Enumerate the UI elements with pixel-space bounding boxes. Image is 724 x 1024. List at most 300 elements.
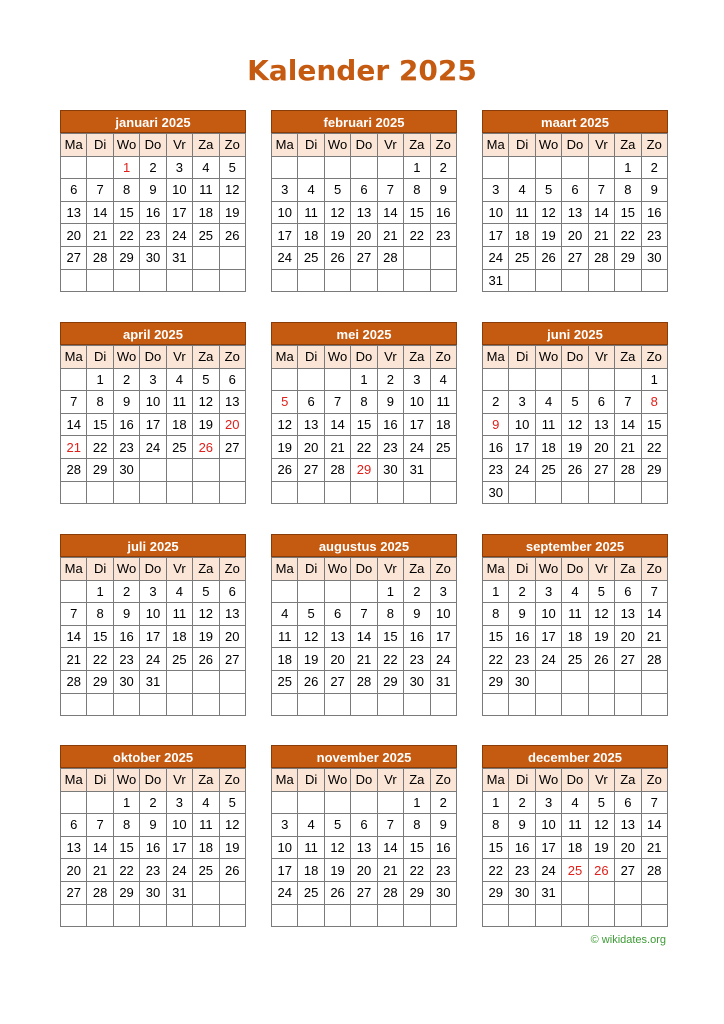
empty-cell [377, 269, 403, 292]
day-cell: 7 [641, 791, 667, 814]
day-cell: 30 [377, 458, 403, 481]
day-cell: 8 [351, 391, 377, 414]
day-cell: 9 [140, 814, 166, 837]
empty-cell [61, 791, 87, 814]
week-row [272, 814, 457, 837]
day-cell: 14 [377, 836, 403, 859]
empty-cell [87, 269, 113, 292]
day-cell: 8 [615, 179, 641, 202]
day-cell: 1 [483, 580, 509, 603]
empty-cell [140, 458, 166, 481]
empty-cell [219, 693, 245, 716]
day-cell: 30 [113, 670, 139, 693]
day-cell: 26 [193, 648, 219, 671]
week-row [272, 201, 457, 224]
day-cell: 21 [377, 224, 403, 247]
day-cell: 19 [562, 436, 588, 459]
weekday-label: Di [509, 558, 535, 581]
day-cell: 2 [113, 580, 139, 603]
day-cell: 22 [351, 436, 377, 459]
weekday-label: Vr [377, 769, 403, 792]
week-row [272, 368, 457, 391]
day-cell: 23 [483, 458, 509, 481]
day-cell: 19 [535, 224, 561, 247]
empty-cell [404, 269, 430, 292]
day-cell: 15 [351, 413, 377, 436]
empty-cell [140, 904, 166, 927]
empty-cell [509, 904, 535, 927]
weekday-label: Wo [324, 346, 350, 369]
day-cell: 10 [535, 814, 561, 837]
day-cell: 16 [140, 201, 166, 224]
day-cell: 16 [483, 436, 509, 459]
day-cell: 30 [509, 670, 535, 693]
week-row [483, 413, 668, 436]
day-cell: 6 [61, 814, 87, 837]
day-cell: 22 [615, 224, 641, 247]
day-cell: 1 [483, 791, 509, 814]
week-row [272, 391, 457, 414]
day-cell: 10 [166, 814, 192, 837]
weekday-label: Do [562, 558, 588, 581]
week-row [61, 179, 246, 202]
day-cell: 5 [272, 391, 298, 414]
day-cell: 1 [113, 791, 139, 814]
empty-cell [483, 693, 509, 716]
day-cell: 6 [588, 391, 614, 414]
weekday-label: Za [615, 134, 641, 157]
week-row [61, 436, 246, 459]
weekday-label: Zo [219, 769, 245, 792]
day-cell: 20 [219, 413, 245, 436]
week-row [272, 881, 457, 904]
weekday-label: Di [87, 346, 113, 369]
weekday-label: Ma [61, 558, 87, 581]
day-cell: 28 [641, 859, 667, 882]
day-cell: 20 [615, 625, 641, 648]
day-cell: 20 [351, 224, 377, 247]
empty-cell [509, 269, 535, 292]
day-cell: 7 [351, 603, 377, 626]
weekday-header-row [483, 346, 668, 369]
month-block [60, 745, 246, 927]
weekday-header-row [272, 346, 457, 369]
month-block [271, 534, 457, 716]
day-cell: 30 [430, 881, 456, 904]
day-cell: 11 [272, 625, 298, 648]
empty-cell [535, 693, 561, 716]
month-title: augustus 2025 [271, 534, 457, 557]
empty-cell [193, 458, 219, 481]
weekday-label: Vr [377, 134, 403, 157]
day-cell: 9 [509, 814, 535, 837]
day-cell: 30 [140, 246, 166, 269]
empty-cell [113, 693, 139, 716]
day-cell: 18 [166, 413, 192, 436]
weekday-label: Wo [535, 558, 561, 581]
day-cell: 30 [140, 881, 166, 904]
day-cell: 22 [483, 648, 509, 671]
week-row [483, 859, 668, 882]
week-row [483, 904, 668, 927]
day-cell: 17 [535, 625, 561, 648]
day-cell: 18 [272, 648, 298, 671]
day-cell: 19 [324, 859, 350, 882]
day-cell: 12 [562, 413, 588, 436]
weekday-label: Do [351, 346, 377, 369]
day-cell: 4 [272, 603, 298, 626]
day-cell: 17 [166, 836, 192, 859]
week-row [61, 693, 246, 716]
week-row [61, 904, 246, 927]
day-cell: 7 [61, 391, 87, 414]
weekday-label: Do [562, 346, 588, 369]
weekday-label: Ma [61, 346, 87, 369]
day-cell: 7 [377, 814, 403, 837]
day-cell: 8 [113, 179, 139, 202]
weekday-header-row [483, 769, 668, 792]
week-row [61, 269, 246, 292]
month-table [271, 345, 457, 504]
empty-cell [140, 269, 166, 292]
day-cell: 2 [509, 791, 535, 814]
day-cell: 8 [483, 603, 509, 626]
empty-cell [166, 904, 192, 927]
day-cell: 12 [272, 413, 298, 436]
empty-cell [193, 269, 219, 292]
day-cell: 12 [219, 179, 245, 202]
day-cell: 30 [641, 246, 667, 269]
empty-cell [61, 481, 87, 504]
empty-cell [535, 670, 561, 693]
day-cell: 9 [113, 603, 139, 626]
weekday-label: Do [351, 558, 377, 581]
day-cell: 7 [87, 814, 113, 837]
empty-cell [272, 904, 298, 927]
weekday-label: Zo [219, 346, 245, 369]
weekday-label: Vr [588, 134, 614, 157]
day-cell: 2 [140, 156, 166, 179]
empty-cell [298, 580, 324, 603]
day-cell: 16 [404, 625, 430, 648]
empty-cell [219, 246, 245, 269]
footer-credit: © wikidates.org [590, 934, 666, 946]
day-cell: 20 [324, 648, 350, 671]
week-row [61, 580, 246, 603]
weekday-label: Ma [61, 134, 87, 157]
weekday-label: Ma [272, 346, 298, 369]
day-cell: 16 [430, 836, 456, 859]
weekday-label: Di [298, 769, 324, 792]
day-cell: 23 [430, 859, 456, 882]
day-cell: 2 [430, 791, 456, 814]
day-cell: 5 [588, 580, 614, 603]
day-cell: 26 [324, 881, 350, 904]
day-cell: 1 [615, 156, 641, 179]
month-table [482, 768, 668, 927]
month-title: oktober 2025 [60, 745, 246, 768]
weekday-header-row [61, 558, 246, 581]
day-cell: 15 [641, 413, 667, 436]
week-row [483, 179, 668, 202]
day-cell: 14 [351, 625, 377, 648]
weekday-label: Wo [113, 558, 139, 581]
empty-cell [483, 156, 509, 179]
empty-cell [535, 481, 561, 504]
day-cell: 11 [298, 201, 324, 224]
week-row [483, 693, 668, 716]
day-cell: 3 [140, 580, 166, 603]
empty-cell [641, 481, 667, 504]
day-cell: 6 [351, 179, 377, 202]
day-cell: 4 [298, 814, 324, 837]
day-cell: 13 [351, 836, 377, 859]
day-cell: 21 [641, 836, 667, 859]
day-cell: 25 [562, 648, 588, 671]
day-cell: 28 [61, 670, 87, 693]
day-cell: 30 [483, 481, 509, 504]
week-row [483, 791, 668, 814]
day-cell: 2 [113, 368, 139, 391]
day-cell: 12 [193, 603, 219, 626]
day-cell: 28 [588, 246, 614, 269]
weekday-header-row [483, 558, 668, 581]
day-cell: 28 [377, 881, 403, 904]
day-cell: 10 [140, 391, 166, 414]
weekday-label: Zo [641, 769, 667, 792]
empty-cell [351, 156, 377, 179]
weekday-label: Do [140, 134, 166, 157]
day-cell: 31 [404, 458, 430, 481]
day-cell: 25 [562, 859, 588, 882]
empty-cell [509, 693, 535, 716]
month-block [271, 745, 457, 927]
week-row [61, 391, 246, 414]
empty-cell [87, 791, 113, 814]
month-table [60, 345, 246, 504]
day-cell: 24 [430, 648, 456, 671]
day-cell: 18 [509, 224, 535, 247]
day-cell: 6 [324, 603, 350, 626]
day-cell: 16 [509, 836, 535, 859]
day-cell: 16 [140, 836, 166, 859]
day-cell: 13 [615, 814, 641, 837]
day-cell: 28 [615, 458, 641, 481]
empty-cell [324, 481, 350, 504]
empty-cell [272, 368, 298, 391]
day-cell: 4 [509, 179, 535, 202]
weekday-label: Ma [272, 558, 298, 581]
day-cell: 25 [298, 246, 324, 269]
day-cell: 8 [404, 814, 430, 837]
weekday-label: Wo [535, 769, 561, 792]
day-cell: 2 [404, 580, 430, 603]
week-row [483, 201, 668, 224]
weekday-label: Za [615, 769, 641, 792]
month-block [60, 110, 246, 292]
day-cell: 3 [272, 814, 298, 837]
day-cell: 21 [641, 625, 667, 648]
day-cell: 1 [641, 368, 667, 391]
day-cell: 12 [324, 201, 350, 224]
empty-cell [324, 156, 350, 179]
weekday-label: Ma [483, 558, 509, 581]
empty-cell [404, 693, 430, 716]
day-cell: 24 [166, 859, 192, 882]
page-title: Kalender 2025 [247, 54, 477, 87]
empty-cell [324, 904, 350, 927]
day-cell: 7 [87, 179, 113, 202]
day-cell: 17 [140, 413, 166, 436]
day-cell: 31 [166, 881, 192, 904]
week-row [483, 814, 668, 837]
day-cell: 7 [615, 391, 641, 414]
week-row [272, 859, 457, 882]
day-cell: 21 [588, 224, 614, 247]
week-row [483, 881, 668, 904]
weekday-label: Di [298, 346, 324, 369]
day-cell: 15 [87, 413, 113, 436]
day-cell: 24 [404, 436, 430, 459]
weekday-label: Vr [166, 346, 192, 369]
day-cell: 13 [219, 603, 245, 626]
day-cell: 27 [298, 458, 324, 481]
day-cell: 5 [588, 791, 614, 814]
day-cell: 1 [351, 368, 377, 391]
day-cell: 4 [562, 580, 588, 603]
empty-cell [562, 881, 588, 904]
week-row [272, 269, 457, 292]
day-cell: 5 [219, 156, 245, 179]
day-cell: 1 [404, 791, 430, 814]
weekday-label: Za [615, 558, 641, 581]
weekday-label: Ma [483, 769, 509, 792]
day-cell: 24 [535, 859, 561, 882]
day-cell: 10 [430, 603, 456, 626]
day-cell: 22 [404, 859, 430, 882]
day-cell: 14 [324, 413, 350, 436]
empty-cell [509, 156, 535, 179]
month-title: december 2025 [482, 745, 668, 768]
day-cell: 1 [87, 368, 113, 391]
day-cell: 9 [483, 413, 509, 436]
day-cell: 4 [562, 791, 588, 814]
empty-cell [87, 156, 113, 179]
day-cell: 3 [483, 179, 509, 202]
day-cell: 4 [193, 791, 219, 814]
week-row [272, 904, 457, 927]
empty-cell [509, 368, 535, 391]
day-cell: 29 [87, 458, 113, 481]
day-cell: 18 [166, 625, 192, 648]
empty-cell [377, 904, 403, 927]
empty-cell [404, 904, 430, 927]
month-title: november 2025 [271, 745, 457, 768]
empty-cell [193, 904, 219, 927]
week-row [61, 224, 246, 247]
weekday-header-row [272, 134, 457, 157]
day-cell: 27 [588, 458, 614, 481]
empty-cell [193, 670, 219, 693]
weekday-label: Za [404, 134, 430, 157]
day-cell: 23 [430, 224, 456, 247]
day-cell: 28 [351, 670, 377, 693]
empty-cell [615, 881, 641, 904]
week-row [483, 603, 668, 626]
weekday-label: Do [140, 558, 166, 581]
day-cell: 24 [509, 458, 535, 481]
weekday-label: Ma [483, 346, 509, 369]
day-cell: 14 [641, 603, 667, 626]
week-row [61, 670, 246, 693]
week-row [272, 836, 457, 859]
empty-cell [272, 269, 298, 292]
weekday-label: Zo [430, 134, 456, 157]
empty-cell [351, 693, 377, 716]
day-cell: 24 [535, 648, 561, 671]
weekday-header-row [272, 769, 457, 792]
day-cell: 8 [404, 179, 430, 202]
empty-cell [535, 156, 561, 179]
day-cell: 27 [61, 246, 87, 269]
empty-cell [641, 881, 667, 904]
week-row [483, 368, 668, 391]
day-cell: 21 [324, 436, 350, 459]
month-table [482, 557, 668, 716]
month-title: april 2025 [60, 322, 246, 345]
day-cell: 9 [430, 814, 456, 837]
weekday-label: Za [193, 769, 219, 792]
month-title: mei 2025 [271, 322, 457, 345]
day-cell: 4 [166, 580, 192, 603]
day-cell: 11 [562, 814, 588, 837]
empty-cell [298, 156, 324, 179]
empty-cell [483, 368, 509, 391]
weekday-label: Zo [219, 134, 245, 157]
day-cell: 26 [324, 246, 350, 269]
empty-cell [562, 693, 588, 716]
weekday-header-row [61, 134, 246, 157]
empty-cell [404, 481, 430, 504]
day-cell: 22 [404, 224, 430, 247]
day-cell: 7 [377, 179, 403, 202]
day-cell: 13 [562, 201, 588, 224]
day-cell: 11 [298, 836, 324, 859]
week-row [61, 814, 246, 837]
day-cell: 26 [272, 458, 298, 481]
empty-cell [588, 881, 614, 904]
empty-cell [298, 269, 324, 292]
weekday-header-row [61, 346, 246, 369]
week-row [61, 201, 246, 224]
month-block [482, 745, 668, 927]
empty-cell [166, 269, 192, 292]
week-row [483, 836, 668, 859]
day-cell: 26 [588, 648, 614, 671]
day-cell: 11 [509, 201, 535, 224]
day-cell: 1 [113, 156, 139, 179]
weekday-label: Zo [430, 558, 456, 581]
day-cell: 19 [588, 836, 614, 859]
empty-cell [641, 269, 667, 292]
empty-cell [430, 246, 456, 269]
week-row [272, 156, 457, 179]
day-cell: 27 [562, 246, 588, 269]
weekday-label: Zo [641, 346, 667, 369]
day-cell: 5 [324, 814, 350, 837]
day-cell: 1 [87, 580, 113, 603]
day-cell: 9 [377, 391, 403, 414]
